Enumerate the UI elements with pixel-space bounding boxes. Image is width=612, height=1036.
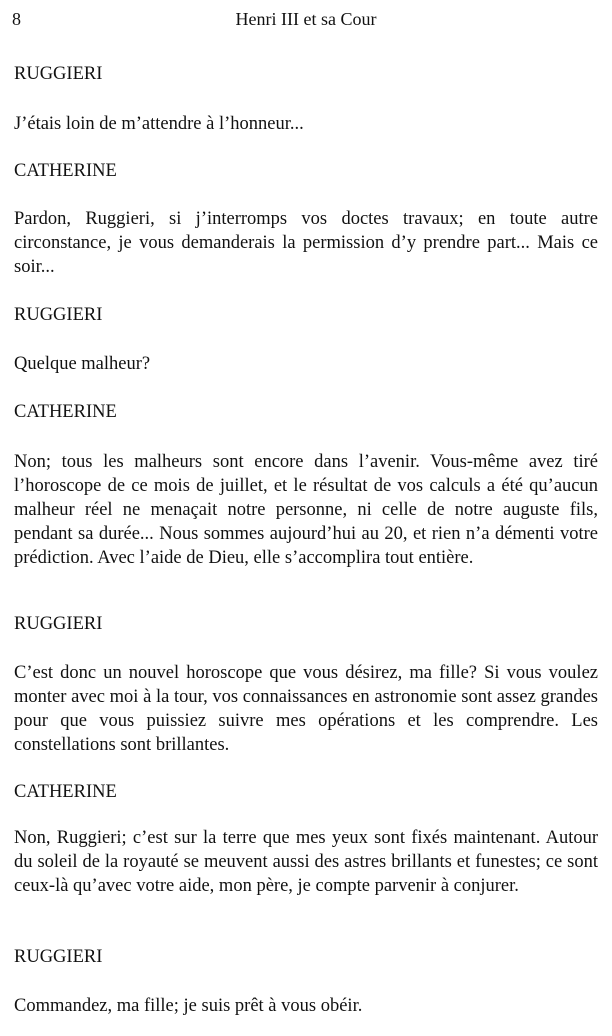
speech-text: Non; tous les malheurs sont encore dans l’avenir. Vous-même avez tiré l’horoscope de ce mois de juillet, et le résultat de vos calculs a été qu’aucun malheur réel ne menaçait notre personne, ni celle de notre auguste fils, pendant sa durée... Nous sommes aujourd’hui au 20, et rien n’a démenti votre prédiction. Avec l’aide de Dieu, elle s’accomplira tout entière. [14,452,598,568]
speaker-name: RUGGIERI [14,64,103,84]
speech-text: Pardon, Ruggieri, si j’interromps vos doctes travaux; en toute autre circonstance, je vous demanderais la permission d’y prendre part... Mais ce soir... [14,209,598,277]
speech-text: J’étais loin de m’attendre à l’honneur... [14,114,304,134]
speaker-name: CATHERINE [14,161,117,181]
speaker-name: RUGGIERI [14,305,103,325]
speech-text: Commandez, ma fille; je suis prêt à vous obéir. [14,996,363,1016]
page-number: 8 [12,9,21,29]
page-header [12,8,600,30]
speaker-name: RUGGIERI [14,947,103,967]
running-title: Henri III et sa Cour [235,9,377,29]
speech-text: C’est donc un nouvel horoscope que vous désirez, ma fille? Si vous voulez monter avec moi à la tour, vos connaissances en astronomie sont assez grandes pour que vous puissiez suivre mes opérations et les comprendre. Les constellations sont brillantes. [14,663,598,755]
speaker-name: CATHERINE [14,782,117,802]
speech-text: Non, Ruggieri; c’est sur la terre que mes yeux sont fixés maintenant. Autour du soleil de la royauté se meuvent aussi des astres brillants et funestes; ce sont ceux-là qu’avec votre aide, mon père, je compte parvenir à conjurer. [14,828,598,896]
speaker-name: CATHERINE [14,402,117,422]
speech-text: Quelque malheur? [14,354,151,374]
speaker-name: RUGGIERI [14,614,103,634]
